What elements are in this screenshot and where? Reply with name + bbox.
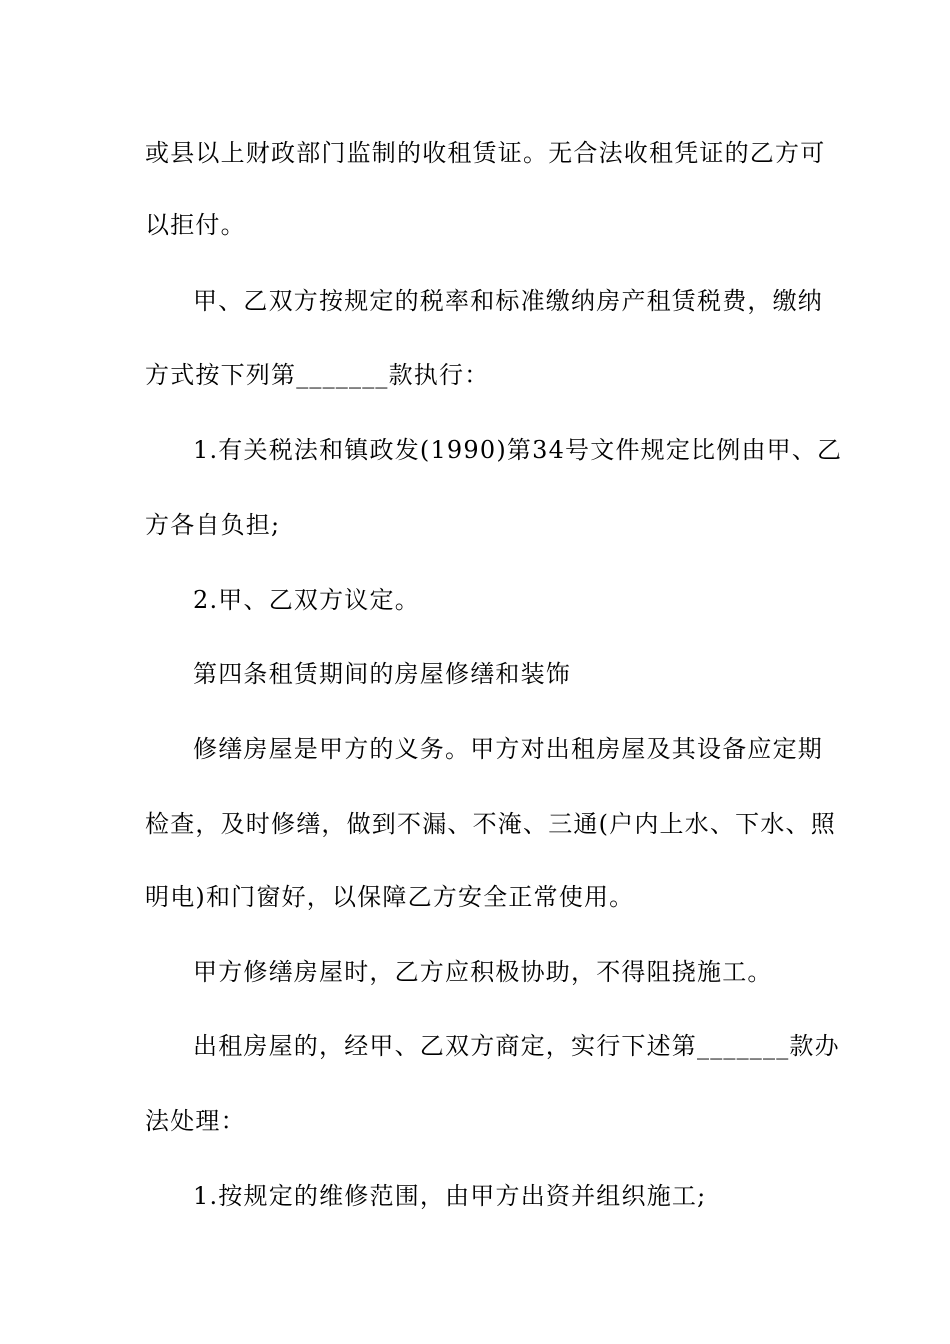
paragraph-line: 以拒付。 (145, 211, 246, 239)
paragraph-line: 甲方修缮房屋时，乙方应积极协助，不得阻挠施工。 (193, 958, 773, 986)
section-heading: 第四条租赁期间的房屋修缮和装饰 (193, 660, 571, 688)
paragraph-line: 方式按下列第_______款执行： (145, 361, 490, 389)
paragraph-line: 2.甲、乙双方议定。 (193, 586, 420, 614)
paragraph-line: 1.有关税法和镇政发(1990)第34号文件规定比例由甲、乙 (193, 436, 843, 464)
paragraph-line: 修缮房屋是甲方的义务。甲方对出租房屋及其设备应定期 (193, 735, 823, 763)
paragraph-line: 1.按规定的维修范围，由甲方出资并组织施工; (193, 1182, 707, 1210)
paragraph-line: 方各自负担; (145, 511, 281, 539)
paragraph-line: 甲、乙双方按规定的税率和标准缴纳房产租赁税费，缴纳 (193, 287, 823, 315)
paragraph-line: 明电)和门窗好，以保障乙方安全正常使用。 (145, 883, 635, 911)
paragraph-line: 出租房屋的，经甲、乙双方商定，实行下述第_______款办 (193, 1032, 840, 1060)
paragraph-line: 检查，及时修缮，做到不漏、不淹、三通(户内上水、下水、照 (145, 810, 836, 838)
paragraph-line: 或县以上财政部门监制的收租赁证。无合法收租凭证的乙方可 (145, 139, 826, 167)
paragraph-line: 法处理： (145, 1107, 246, 1135)
